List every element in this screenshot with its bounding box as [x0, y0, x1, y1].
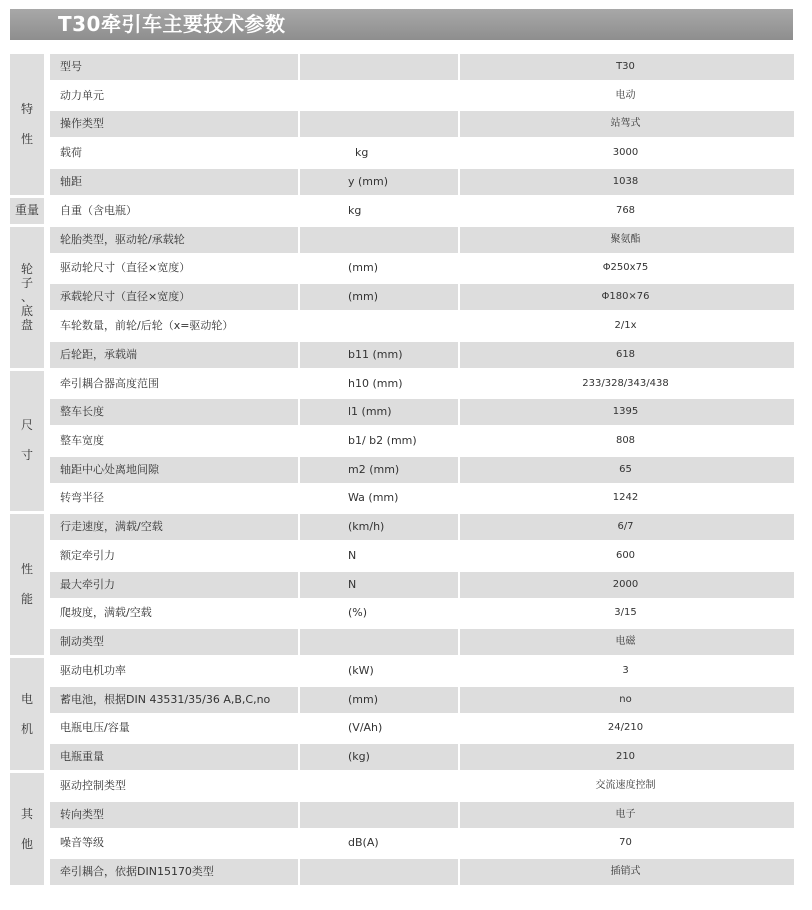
param-unit [300, 83, 460, 109]
param-value: 233/328/343/438 [582, 377, 669, 389]
param-name: 驱动电机功率 [60, 664, 126, 677]
spec-row [50, 572, 794, 598]
param-name: 动力单元 [60, 88, 104, 102]
param-name: 转弯半径 [60, 491, 104, 505]
param-unit: (km/h) [300, 514, 460, 540]
param-value: 1038 [612, 175, 639, 187]
spec-row [50, 600, 794, 626]
param-unit: Wa (mm) [348, 491, 399, 505]
spec-row [50, 428, 794, 454]
param-unit: b11 (mm) [300, 342, 460, 368]
param-value: 600 [615, 549, 636, 561]
category-label: 重量 [14, 203, 39, 218]
param-value: 1395 [612, 406, 639, 418]
param-value: 电动 [615, 89, 636, 101]
param-name: 整车宽度 [60, 433, 104, 447]
param-unit: N [348, 548, 357, 562]
param-name: 驱动轮尺寸（直径×宽度） [60, 261, 191, 275]
category-label-cell [10, 514, 44, 655]
param-name: 牵引耦合器高度范围 [60, 376, 159, 390]
param-value: 768 [615, 204, 636, 216]
spec-row [50, 342, 794, 368]
param-unit: (kg) [300, 744, 460, 770]
param-name: 轮胎类型，驱动轮/承载轮 [50, 227, 300, 253]
category-label-cell [10, 198, 44, 224]
param-unit: (mm) [348, 261, 379, 275]
category-label: 其 他 [20, 806, 33, 851]
param-name: 整车长度 [50, 399, 300, 425]
spec-row [50, 687, 794, 713]
category-label-cell [10, 54, 44, 195]
spec-row [50, 485, 794, 511]
param-unit: kg [348, 203, 362, 217]
param-name: 轴距 [50, 169, 300, 195]
param-unit: b1/ b2 (mm) [348, 433, 417, 447]
param-unit [300, 313, 460, 339]
category-label: 尺 寸 [20, 418, 33, 463]
spec-group [10, 371, 794, 512]
spec-row [50, 227, 794, 253]
param-value: T30 [616, 61, 635, 72]
param-unit: (V/Ah) [348, 721, 383, 735]
param-unit: h10 (mm) [348, 376, 403, 390]
category-label-cell [10, 658, 44, 770]
param-value: 70 [619, 837, 632, 849]
param-value: Φ250x75 [602, 262, 649, 274]
spec-row [50, 83, 794, 109]
spec-group [10, 514, 794, 655]
param-value: 交流速度控制 [595, 780, 656, 792]
param-name: 噪音等级 [60, 836, 104, 850]
spec-row [50, 715, 794, 741]
param-name: 驱动控制类型 [60, 779, 126, 793]
param-unit [300, 773, 460, 799]
spec-table [10, 54, 794, 885]
title-bar [10, 9, 793, 40]
category-label-cell [10, 227, 44, 368]
param-name: 爬坡度，满载/空载 [60, 606, 152, 620]
param-name: 承载轮尺寸（直径×宽度） [50, 284, 300, 310]
param-value: 618 [615, 348, 636, 360]
spec-group [10, 227, 794, 368]
spec-row [50, 514, 794, 540]
spec-row [50, 859, 794, 885]
param-value: 聚氨酯 [610, 233, 641, 245]
param-name: 转向类型 [50, 802, 300, 828]
param-unit: l1 (mm) [300, 399, 460, 425]
param-unit [300, 54, 460, 80]
spec-row [50, 399, 794, 425]
param-value: Φ180×76 [601, 291, 650, 303]
param-name: 牵引耦合，依据DIN15170类型 [50, 859, 300, 885]
spec-row [50, 255, 794, 281]
param-unit: (%) [348, 606, 368, 620]
param-value: 1242 [612, 492, 639, 504]
param-unit: N [300, 572, 460, 598]
param-name: 蓄电池，根据DIN 43531/35/36 A,B,C,no [50, 687, 300, 713]
param-name: 电瓶重量 [50, 744, 300, 770]
category-label: 电 机 [20, 691, 33, 736]
param-unit [300, 802, 460, 828]
spec-group [10, 198, 794, 224]
param-unit: (mm) [300, 284, 460, 310]
param-value: 电子 [615, 808, 636, 820]
spec-row [50, 54, 794, 80]
param-name: 操作类型 [50, 111, 300, 137]
param-value: 3/15 [614, 607, 637, 619]
param-value: 3 [622, 665, 629, 676]
category-label-cell [10, 773, 44, 885]
spec-row [50, 658, 794, 684]
spec-row [50, 830, 794, 856]
spec-row [50, 198, 794, 224]
param-value: 210 [615, 751, 636, 763]
category-label: 特 性 [20, 101, 33, 146]
param-value: 站驾式 [610, 118, 641, 130]
param-value: 6/7 [617, 521, 634, 533]
param-name: 载荷 [60, 146, 82, 160]
param-value: 插销式 [610, 866, 641, 878]
param-value: 24/210 [607, 722, 644, 734]
param-value: 电磁 [615, 636, 636, 647]
spec-row [50, 111, 794, 137]
spec-group [10, 54, 794, 195]
param-name: 型号 [50, 54, 300, 80]
spec-row [50, 744, 794, 770]
param-unit [300, 859, 460, 885]
param-unit: kg [348, 146, 369, 160]
param-value: 65 [619, 463, 632, 475]
spec-row [50, 169, 794, 195]
spec-row [50, 371, 794, 397]
param-value: 808 [615, 434, 636, 446]
param-value: no [619, 693, 632, 705]
param-unit: m2 (mm) [300, 457, 460, 483]
spec-group [10, 658, 794, 770]
param-unit: (mm) [300, 687, 460, 713]
spec-row [50, 313, 794, 339]
param-unit: dB(A) [348, 836, 379, 850]
param-name: 最大牵引力 [50, 572, 300, 598]
param-value: 2/1x [614, 319, 637, 331]
param-name: 车轮数量，前轮/后轮（x=驱动轮） [60, 318, 234, 332]
param-name: 轴距中心处离地间隙 [50, 457, 300, 483]
param-unit: (kW) [348, 664, 374, 677]
category-label-cell [10, 371, 44, 512]
param-name: 制动类型 [50, 629, 300, 655]
param-value: 2000 [612, 578, 639, 590]
category-label: 轮 子 、 底 盘 [20, 262, 33, 333]
spec-row [50, 629, 794, 655]
spec-row [50, 284, 794, 310]
param-name: 后轮距，承载端 [50, 342, 300, 368]
spec-row [50, 457, 794, 483]
param-name: 额定牵引力 [60, 548, 115, 562]
spec-row [50, 543, 794, 569]
param-unit [300, 227, 460, 253]
param-name: 电瓶电压/容量 [60, 721, 130, 735]
param-value: 3000 [612, 147, 639, 159]
page-title: T30牵引车主要技术参数 [58, 12, 286, 36]
param-unit [300, 111, 460, 137]
spec-group [10, 773, 794, 885]
param-name: 行走速度，满载/空载 [50, 514, 300, 540]
category-label: 性 能 [20, 562, 33, 607]
spec-row [50, 773, 794, 799]
param-unit: y (mm) [300, 169, 460, 195]
param-unit [300, 629, 460, 655]
spec-row [50, 140, 794, 166]
spec-row [50, 802, 794, 828]
param-name: 自重（含电瓶） [60, 203, 137, 217]
